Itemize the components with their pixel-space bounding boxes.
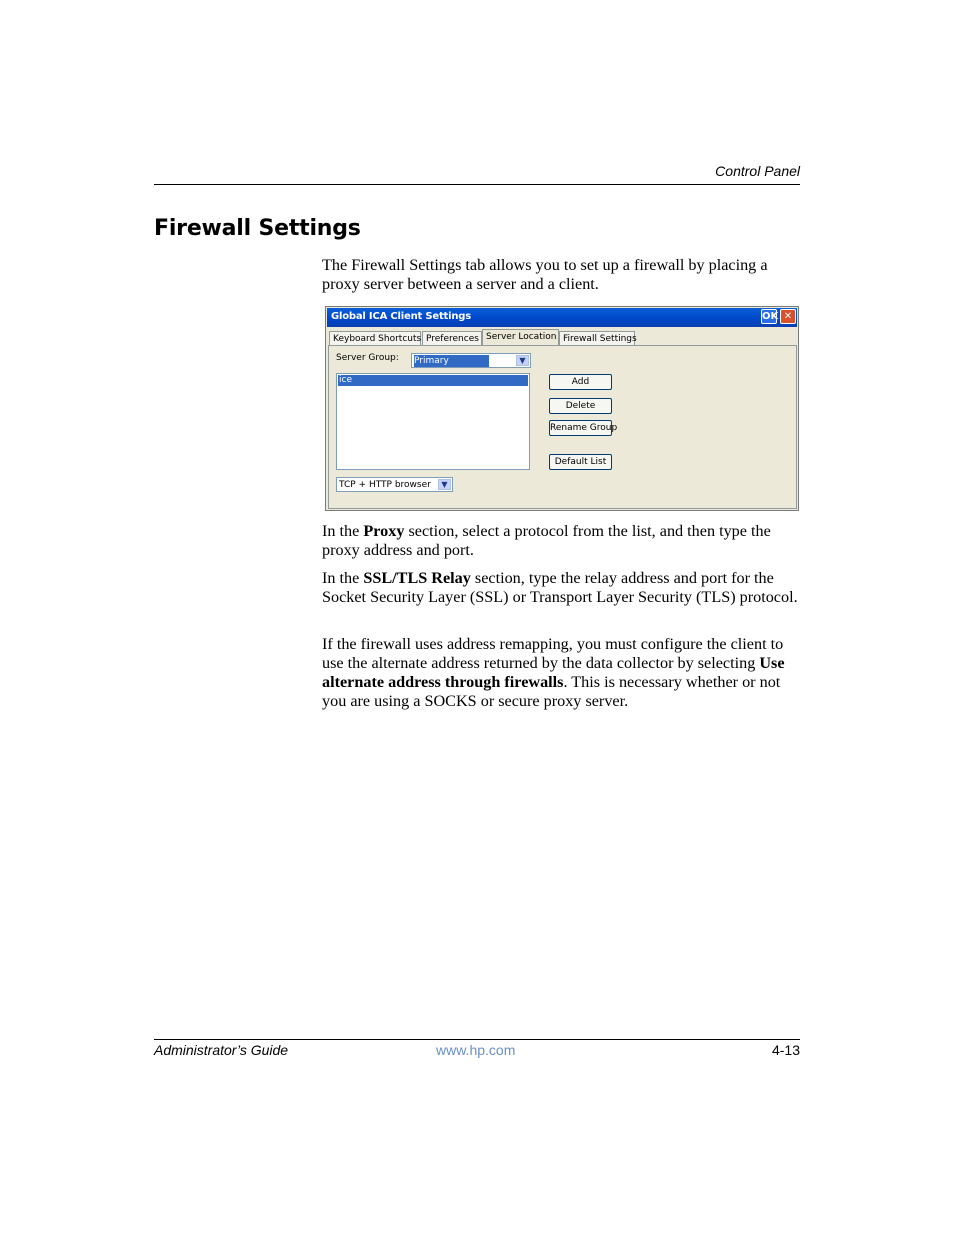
dialog-title: Global ICA Client Settings: [331, 311, 471, 322]
default-list-button[interactable]: Default List: [549, 454, 612, 470]
intro-paragraph: The Firewall Settings tab allows you to set up a firewall by placing a proxy server between a server and a client.: [322, 256, 768, 293]
protocol-select[interactable]: [336, 477, 453, 492]
tab-keyboard-shortcuts[interactable]: Keyboard Shortcuts: [329, 331, 421, 346]
tab-preferences[interactable]: Preferences: [422, 331, 482, 346]
ssl-text-c: section, type the relay address and port for the Socket Security Layer (SSL) or Transport Layer Security (TLS) protocol.: [322, 569, 798, 606]
footer-guide-title: Administrator’s Guide: [154, 1042, 289, 1058]
protocol-value: TCP + HTTP browser: [339, 480, 431, 490]
proxy-paragraph: [322, 522, 800, 560]
page-number: 4-13: [771, 1042, 800, 1058]
remap-text-c: . This is necessary whether or not you are using a SOCKS or secure proxy server.: [322, 673, 781, 710]
dialog-screenshot: [325, 306, 799, 511]
list-item[interactable]: ice: [338, 375, 528, 386]
add-button[interactable]: Add: [549, 374, 612, 390]
footer-url[interactable]: www.hp.com: [436, 1042, 516, 1058]
proxy-term: Proxy: [363, 522, 405, 540]
server-group-label: Server Group:: [336, 353, 399, 363]
running-header: Control Panel: [715, 163, 800, 179]
remap-text-a: If the firewall uses address remapping, you must configure the client to use the alternate address returned by the data collector by selecting: [322, 635, 784, 672]
dialog-titlebar: [327, 308, 797, 327]
footer-rule: [154, 1039, 800, 1040]
tab-server-location[interactable]: Server Location: [482, 329, 559, 346]
tab-panel: [328, 345, 797, 509]
proxy-text-a: In the: [322, 522, 364, 540]
ssl-text-a: In the: [322, 569, 364, 587]
header-rule: [154, 184, 800, 185]
chevron-down-icon[interactable]: ▼: [438, 479, 451, 490]
rename-group-button[interactable]: Rename Group: [549, 420, 612, 436]
server-group-value: Primary: [414, 355, 489, 367]
remap-term: Use alternate address through firewalls: [322, 654, 785, 691]
ssl-term: SSL/TLS Relay: [363, 569, 471, 587]
ssl-paragraph: [322, 569, 800, 607]
proxy-text-c: section, select a protocol from the list, and then type the proxy address and port.: [322, 522, 771, 559]
delete-button[interactable]: Delete: [549, 398, 612, 414]
section-title: Firewall Settings: [154, 216, 361, 241]
server-group-select[interactable]: [411, 353, 531, 368]
remap-paragraph: [322, 635, 800, 711]
tab-firewall-settings[interactable]: Firewall Settings: [559, 331, 635, 346]
close-icon[interactable]: ✕: [780, 309, 796, 324]
server-listbox[interactable]: [336, 373, 530, 470]
ok-button[interactable]: OK: [762, 311, 779, 322]
chevron-down-icon[interactable]: ▼: [516, 355, 529, 366]
